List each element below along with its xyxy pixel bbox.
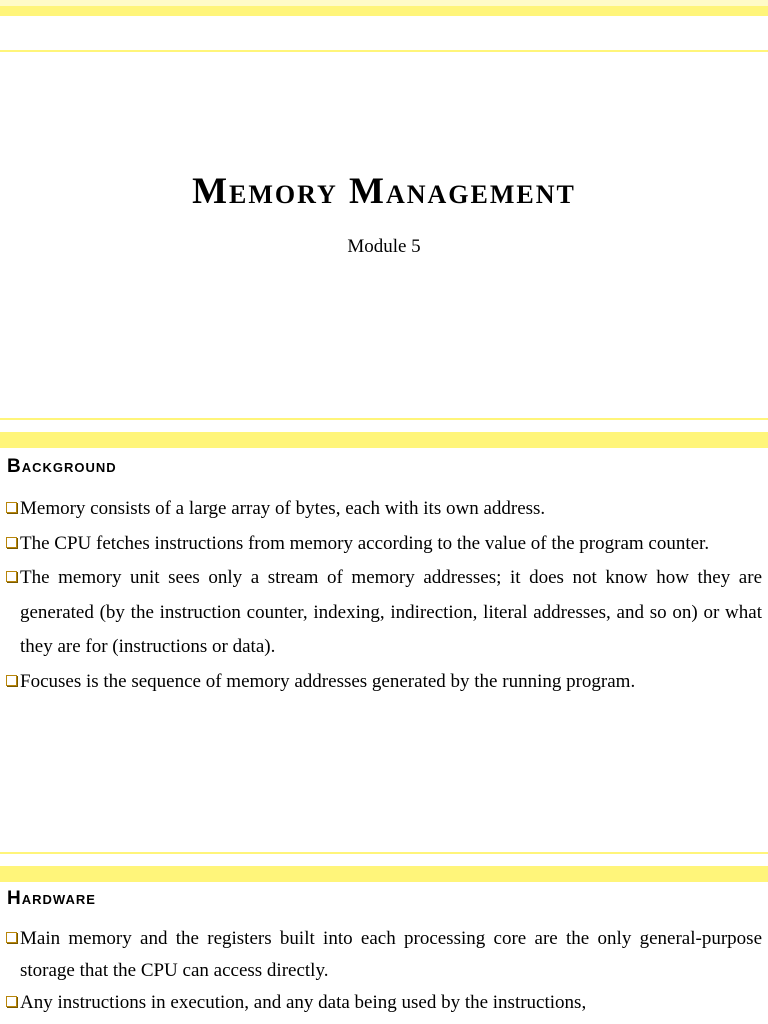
list-item [6,987,762,1019]
bullet-text: Memory consists of a large array of bytes, each with its own address. [20,498,546,519]
bullet-text: The memory unit sees only a stream of memory addresses; it does not know how they are generated (by the instruction counter, indexing, indirection, literal addresses, and so on) or what they are for (instructions or data). [20,567,762,657]
slide2-divider-bottom [0,852,768,854]
square-bullet-icon [6,571,17,582]
slide1-top-band-strong [0,6,768,16]
list-item [6,923,762,987]
square-bullet-icon [6,932,17,943]
slide1-subtitle: Module 5 [347,236,421,257]
slide3-heading: Hardware [7,888,96,909]
slide2-top-band [0,432,768,448]
list-item [6,665,762,700]
bullet-text: Main memory and the registers built into each processing core are the only general-purpose storage that the CPU can access directly. [20,928,762,981]
slide1-title: Memory Management [192,171,576,212]
square-bullet-icon [6,675,17,686]
square-bullet-icon [6,502,17,513]
slide1-divider-bottom [0,418,768,420]
list-item [6,561,762,665]
bullet-text: The CPU fetches instructions from memory according to the value of the program counter. [20,532,710,554]
list-item [6,527,762,562]
bullet-text: Any instructions in execution, and any data being used by the instructions, [20,992,587,1013]
slide1-divider-top [0,50,768,52]
square-bullet-icon [6,996,17,1007]
square-bullet-icon [6,537,17,548]
list-item [6,492,762,527]
slide2-heading: Background [7,456,117,477]
bullet-text: Focuses is the sequence of memory addresses generated by the running program. [20,670,636,692]
slide3-bullet-list [6,923,762,1019]
slide2-bullet-list [6,492,762,699]
slide3-top-band [0,866,768,882]
